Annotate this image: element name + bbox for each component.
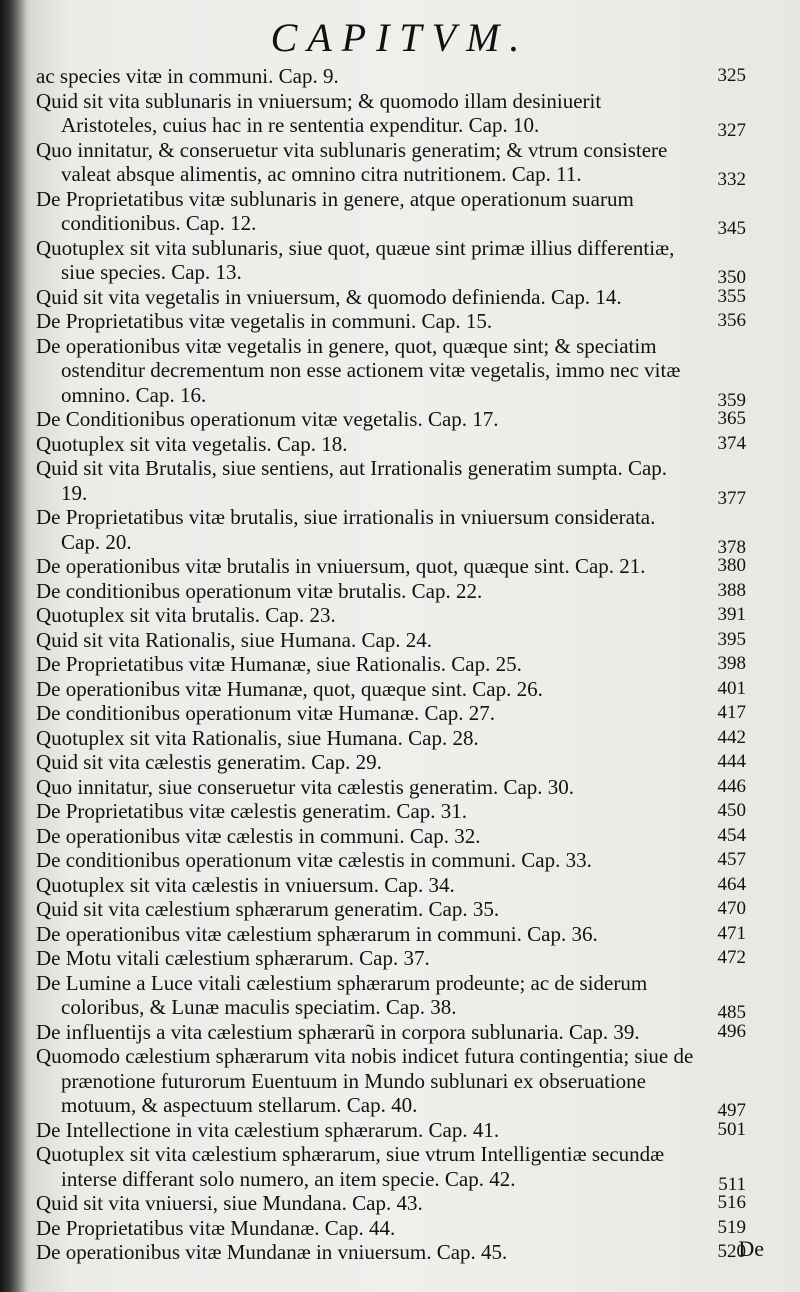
toc-entry-page: 516 [717, 1192, 746, 1213]
toc-entry-text: Quotuplex sit vita cælestis in vniuersum. Cap. 34. [36, 872, 455, 897]
toc-entry-page: 365 [717, 408, 746, 429]
toc-entry-page: 497 [717, 1100, 746, 1121]
toc-entry-page: 454 [717, 824, 746, 846]
toc-entry-page: 457 [717, 849, 746, 870]
toc-entry-text: De Proprietatibus vitæ brutalis, siue irrationalis in vniuersum considerata. Cap. 20. [36, 505, 656, 554]
toc-entry [36, 677, 746, 702]
toc-entry [36, 64, 746, 89]
toc-entry-page: 442 [717, 726, 746, 748]
page-heading: CAPITVM. [270, 15, 530, 60]
toc-entry-page: 356 [717, 310, 746, 331]
toc-entry-page: 355 [717, 285, 746, 307]
toc-entry-text: Quid sit vita Rationalis, siue Humana. Cap. 24. [36, 627, 433, 652]
toc-entry-page: 350 [717, 267, 746, 288]
binding-shadow [0, 0, 30, 1292]
toc-entry [36, 186, 746, 239]
toc-entry-page: 374 [717, 432, 746, 454]
toc-entry-text: Quid sit vita vegetalis in vniuersum, & quomodo definienda. Cap. 14. [36, 284, 622, 309]
toc-entry-text: De Conditionibus operationum vitæ vegetalis. Cap. 17. [36, 407, 499, 431]
toc-entry-page: 496 [717, 1020, 746, 1042]
toc-entry [36, 1020, 746, 1045]
toc-entry [36, 922, 746, 947]
toc-entry-text: Quotuplex sit vita Rationalis, siue Humana. Cap. 28. [36, 725, 479, 750]
toc-entry-page: 398 [717, 653, 746, 674]
toc-entry [36, 88, 746, 141]
toc-entry [36, 628, 746, 653]
table-of-contents [36, 64, 746, 1265]
catchword: De [738, 1236, 764, 1261]
toc-entry-page: 501 [717, 1118, 746, 1140]
toc-entry-page: 485 [717, 1002, 746, 1023]
toc-entry [36, 750, 746, 775]
toc-entry [36, 137, 746, 190]
toc-entry [36, 235, 746, 288]
toc-entry-page: 401 [717, 677, 746, 699]
toc-entry-text: De operationibus vitæ vegetalis in genere, quot, quæque sint; & speciatim ostenditur decrementum non esse actionem vitæ vegetalis, immo nec vitæ omnino. Cap. 16. [36, 333, 681, 407]
toc-entry-text: Quo innitatur, siue conseruetur vita cælestis generatim. Cap. 30. [36, 774, 575, 799]
toc-entry [36, 285, 746, 310]
toc-entry-text: Quid sit vita cælestium sphærarum generatim. Cap. 35. [36, 897, 500, 921]
toc-entry-text: Quo innitatur, & conseruetur vita sublunaris generatim; & vtrum consistere valeat absque alimentis, ac omnino citra nutritionem. Cap. 11. [36, 137, 668, 186]
toc-entry [36, 1118, 746, 1143]
toc-entry-text: De influentijs a vita cælestium sphærarũ in corpora sublunaria. Cap. 39. [36, 1019, 640, 1044]
toc-entry [36, 432, 746, 457]
toc-entry-text: Quotuplex sit vita brutalis. Cap. 23. [36, 603, 336, 627]
toc-entry-page: 332 [717, 169, 746, 190]
toc-entry-text: Quomodo cælestium sphærarum vita nobis indicet futura contingentia; siue de prænotione futurorum Euentuum in Mundo sublunari ex obseruatione motuum, & aspectuum stellarum. Cap. 40. [36, 1044, 694, 1117]
toc-entry-text: Quid sit vita Brutalis, siue sentiens, aut Irrationalis generatim sumpta. Cap. 19. [36, 456, 668, 505]
toc-entry [36, 799, 746, 824]
toc-entry [36, 775, 746, 800]
toc-entry-text: De Proprietatibus vitæ Mundanæ. Cap. 44. [36, 1215, 396, 1240]
toc-entry-page: 327 [717, 120, 746, 141]
toc-entry [36, 1240, 746, 1265]
toc-entry [36, 1142, 746, 1195]
toc-entry-page: 377 [717, 487, 746, 509]
toc-entry-text: De conditionibus operationum vitæ brutalis. Cap. 22. [36, 578, 483, 603]
toc-entry-text: De Proprietatibus vitæ cælestis generatim. Cap. 31. [36, 799, 468, 823]
toc-entry [36, 333, 746, 411]
toc-entry [36, 897, 746, 922]
toc-entry-text: De operationibus vitæ cælestium sphærarum in communi. Cap. 36. [36, 921, 598, 946]
toc-entry-page: 464 [717, 873, 746, 895]
toc-entry [36, 1216, 746, 1241]
toc-entry-text: De Proprietatibus vitæ sublunaris in genere, atque operationum suarum conditionibus. Cap. 12. [36, 186, 634, 235]
toc-entry-text: Quotuplex sit vita sublunaris, siue quot, quæue sint primæ illius differentiæ, siue species. Cap. 13. [36, 235, 675, 284]
toc-entry-page: 359 [717, 389, 746, 411]
toc-entry-page: 472 [717, 947, 746, 968]
toc-entry [36, 505, 746, 558]
toc-entry [36, 1044, 746, 1121]
toc-entry [36, 946, 746, 971]
toc-entry [36, 873, 746, 898]
toc-entry-text: De operationibus vitæ Mundanæ in vniuersum. Cap. 45. [36, 1240, 508, 1264]
toc-entry-page: 520 [717, 1241, 746, 1262]
toc-entry-text: De operationibus vitæ cælestis in communi. Cap. 32. [36, 823, 481, 848]
toc-entry-page: 511 [718, 1173, 746, 1195]
toc-entry-page: 345 [717, 218, 746, 239]
toc-entry-page: 395 [717, 628, 746, 650]
toc-entry-page: 444 [717, 751, 746, 772]
toc-entry-text: De Proprietatibus vitæ vegetalis in communi. Cap. 15. [36, 309, 493, 333]
toc-entry [36, 579, 746, 604]
toc-entry-text: De conditionibus operationum vitæ Humanæ. Cap. 27. [36, 701, 496, 725]
toc-entry-page: 388 [717, 579, 746, 601]
toc-entry-text: De Lumine a Luce vitali cælestium sphærarum prodeunte; ac de siderum coloribus, & Lunæ maculis speciatim. Cap. 38. [36, 970, 648, 1019]
toc-entry [36, 652, 746, 677]
toc-entry [36, 1191, 746, 1216]
toc-entry-page: 325 [717, 65, 746, 86]
toc-entry-page: 471 [717, 922, 746, 944]
toc-entry [36, 407, 746, 432]
toc-entry [36, 970, 746, 1023]
toc-entry-page: 391 [717, 604, 746, 625]
toc-entry-page: 450 [717, 800, 746, 821]
toc-entry-page: 417 [717, 702, 746, 723]
toc-entry [36, 456, 746, 509]
toc-entry [36, 726, 746, 751]
toc-entry-text: Quid sit vita sublunaris in vniuersum; & quomodo illam desiniuerit Aristoteles, cuius hac in re sententia expenditur. Cap. 10. [36, 88, 602, 137]
toc-entry-page: 380 [717, 555, 746, 576]
toc-entry [36, 824, 746, 849]
toc-entry [36, 603, 746, 628]
toc-entry [36, 309, 746, 334]
toc-entry-page: 470 [717, 898, 746, 919]
toc-entry-text: De operationibus vitæ Humanæ, quot, quæque sint. Cap. 26. [36, 676, 543, 701]
toc-entry-text: Quid sit vita vniuersi, siue Mundana. Cap. 43. [36, 1191, 423, 1215]
toc-entry-text: De Proprietatibus vitæ Humanæ, siue Rationalis. Cap. 25. [36, 652, 522, 676]
toc-entry-text: De Intellectione in vita cælestium sphærarum. Cap. 41. [36, 1117, 500, 1142]
toc-entry-text: Quotuplex sit vita vegetalis. Cap. 18. [36, 431, 348, 456]
toc-entry-text: De operationibus vitæ brutalis in vniuersum, quot, quæque sint. Cap. 21. [36, 554, 646, 578]
toc-entry-text: ac species vitæ in communi. Cap. 9. [36, 64, 339, 88]
toc-entry-text: Quotuplex sit vita cælestium sphærarum, siue vtrum Intelligentiæ secundæ interse differant solo numero, an item specie. Cap. 42. [36, 1142, 665, 1191]
toc-entry-text: De Motu vitali cælestium sphærarum. Cap. 37. [36, 946, 430, 970]
toc-entry [36, 848, 746, 873]
toc-entry-text: Quid sit vita cælestis generatim. Cap. 29. [36, 750, 382, 774]
toc-entry-page: 446 [717, 775, 746, 797]
toc-entry-page: 519 [717, 1216, 746, 1238]
toc-entry-text: De conditionibus operationum vitæ cælestis in communi. Cap. 33. [36, 848, 592, 872]
toc-entry-page: 378 [717, 536, 746, 558]
toc-entry [36, 701, 746, 726]
toc-entry [36, 554, 746, 579]
